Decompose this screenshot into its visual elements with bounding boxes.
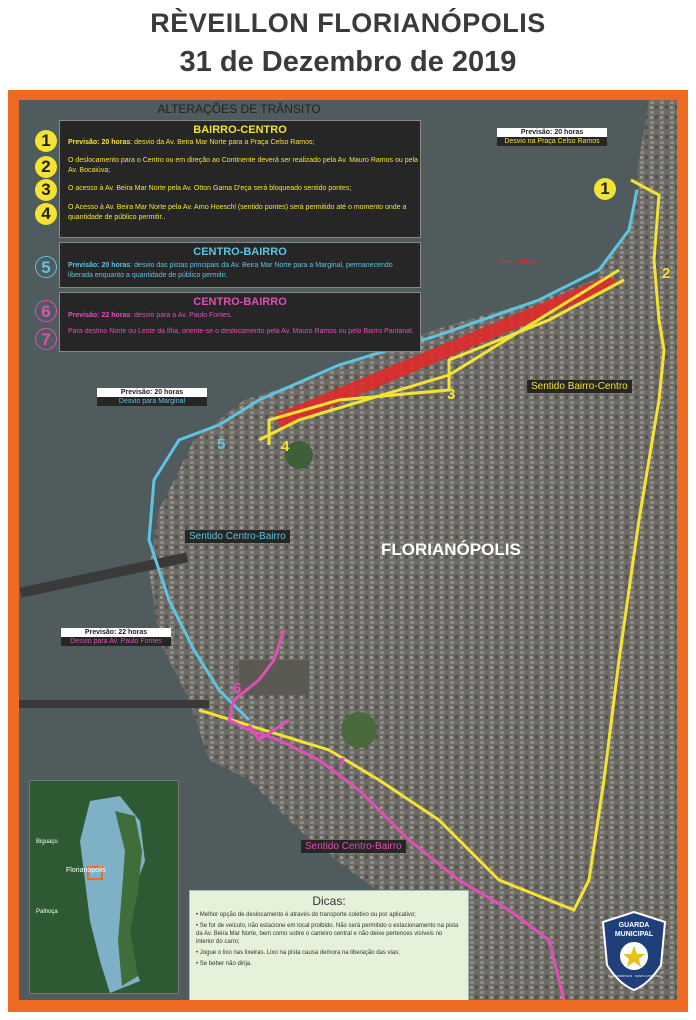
panel-title: BAIRRO-CENTRO [193,124,287,136]
item-7: Para destino Norte ou Leste da Ilha, oriente-se o deslocamento pela Av. Mauro Ramos ou pelo Bairro Pantanal. [68,328,414,335]
number-badge: 2 [35,156,57,178]
header [0,0,696,88]
number-badge: 1 [35,130,57,152]
callout-celso-ramos: Previsão: 20 horas Desvio na Praça Celso Ramos [497,128,607,146]
number-badge: 6 [35,300,57,322]
callout-marginal: Previsão: 20 horas Desvio para Marginal [97,388,207,406]
map-marker-5: 5 [217,436,226,453]
number-badge: 3 [35,179,57,201]
item-6: Previsão: 22 horas: desvio para a Av. Paulo Fontes. [68,312,233,319]
panel-title: CENTRO-BAIRRO [193,246,287,258]
callout-paulo-fontes: Previsão: 22 horas Desvio para Av. Paulo Fontes [61,628,171,646]
dica-item: • Jogue o lixo nas lixeiras. Lixo na pista causa demora na liberação das vias; [196,950,400,956]
map-marker-7: 7 [337,755,346,772]
inset-label-florianopolis: Florianópolis [66,867,106,874]
panel-centro-bairro-2 [59,292,421,352]
page-date: 31 de Dezembro de 2019 [179,46,517,78]
dica-item: • Melhor opção de deslocamento é através do transporte coletivo ou por aplicativo; [196,912,416,918]
label-sentido-centro-bairro-2: Sentido Centro-Bairro [301,840,406,853]
map-marker-1: 1 [594,178,616,200]
item-2: O deslocamento para o Centro ou em direção ao Continente deverá ser realizado pela Av. Mauro Ramos ou pela Av. Bocaiúva; [68,157,418,174]
dicas-box [189,890,469,1000]
number-badge: 5 [35,256,57,278]
item-4: O Acesso à Av. Beira Mar Norte pela Av. Arno Hoeschl (sentido pontes) será permitido até o momento onde a quantidade de público permitir.. [68,204,407,221]
label-sentido-centro-bairro-1: Sentido Centro-Bairro [185,530,290,543]
inset-label-palhoca: Palhoça [36,909,58,915]
badge-line1: GUARDA [618,922,650,929]
number-badge: 7 [35,328,57,350]
inset-label-biguacu: Biguaçu [36,839,58,845]
inset-svg [30,781,178,993]
label-sentido-bairro-centro: Sentido Bairro-Centro [527,380,632,393]
item-5: Previsão: 20 horas: desvio das pistas principais da Av. Beira Mar Norte para a Marginal, permanecendo liberada enquanto a quantidade de público permitir. [68,262,393,279]
guarda-municipal-badge [599,910,669,992]
dica-item: • Se for de veículo, não estacione em local proibido. Não será permitido o estacionamento na pista da Av. Beira Mar Norte, bem como sobre o canteiro central e não deixe pertences visíveis no interior do carro; [196,923,459,945]
item-3: O acesso à Av. Beira Mar Norte pela Av. Otton Gama D'eça será bloqueado sentido pontes; [68,185,352,192]
inset-map [29,780,179,994]
item-1: Previsão: 20 horas: desvio da Av. Beira Mar Norte para a Praça Celso Ramos; [68,139,315,146]
map-marker-3: 3 [447,386,456,403]
page-title: RÈVEILLON FLORIANÓPOLIS [150,8,546,38]
map-marker-4: 4 [281,438,290,455]
map-area[interactable] [19,100,677,1000]
label-area-publico: Área Público [498,259,538,266]
label-city: FLORIANÓPOLIS [381,540,521,559]
map-marker-2: 2 [662,265,671,282]
panel-bairro-centro [59,120,421,238]
dicas-title: Dicas: [312,894,346,908]
badge-arc: FLORIANÓPOLIS · SANTA CATARINA [607,974,660,978]
panel-centro-bairro-1 [59,242,421,288]
map-marker-6: 6 [233,680,242,697]
panel-title: CENTRO-BAIRRO [193,296,287,308]
alteracoes-heading: ALTERAÇÕES DE TRÂNSITO [157,102,321,116]
number-badge: 4 [35,203,57,225]
dica-item: • Se beber não dirija. [196,961,252,967]
badge-line2: MUNICIPAL [614,931,654,938]
